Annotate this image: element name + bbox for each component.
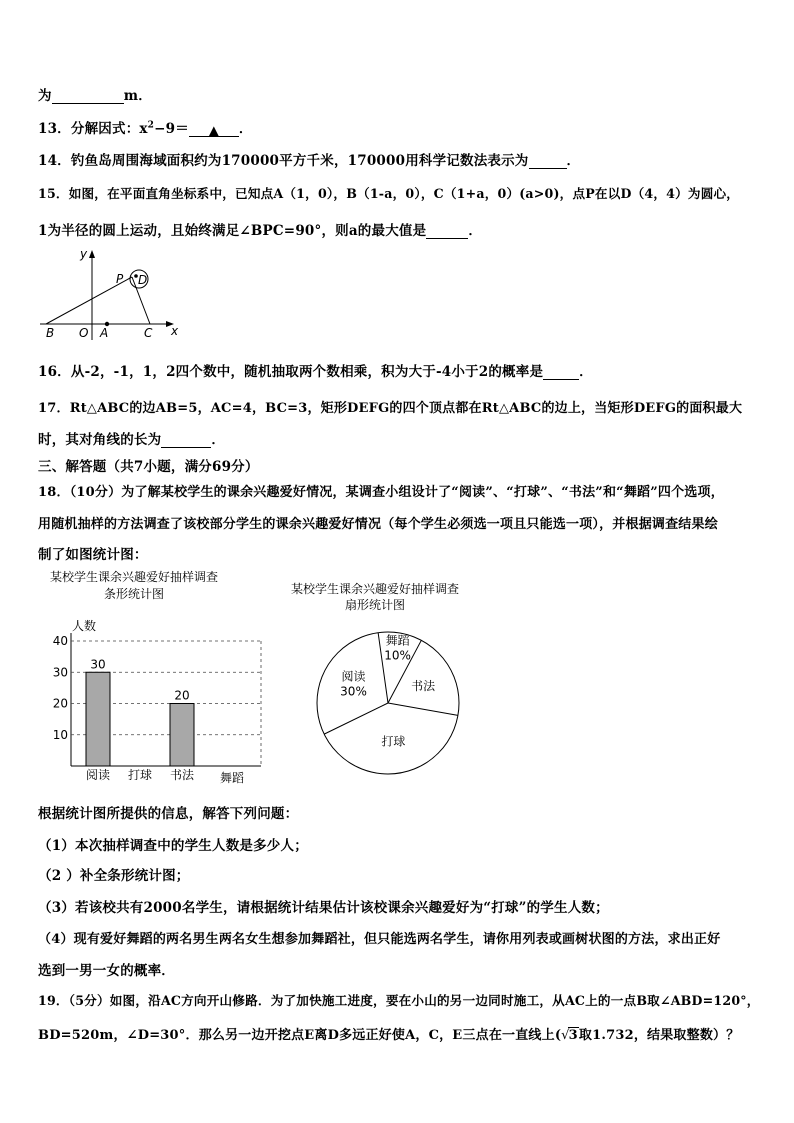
question-19-line1: 19．（5分）如图，沿AC方向开山修路．为了加快施工进度，要在小山的另一边同时施工，从AC上的一点B取∠ABD=120°， bbox=[38, 993, 760, 1008]
label-a: A bbox=[100, 326, 109, 340]
q16-text: 16．从-2，-1，1，2四个数中，随机抽取两个数相乘，积为大于-4小于2的概率是 bbox=[38, 364, 544, 380]
bar-chart bbox=[28, 568, 268, 790]
q17-text: 时，其对角线的长为 bbox=[38, 432, 162, 448]
bar-value-label: 30 bbox=[90, 657, 106, 672]
question-18-line2: 用随机抽样的方法调查了该校部分学生的课余兴趣爱好情况（每个学生必须选一项且只能选一项），并根据调查结果绘 bbox=[38, 517, 718, 532]
q12-tail bbox=[38, 84, 152, 104]
y-axis-arrow-icon bbox=[89, 250, 95, 258]
answer-blank[interactable] bbox=[426, 225, 468, 239]
q15-text: 1为半径的圆上运动，且始终满足∠BPC=90°，则a的最大值是 bbox=[38, 223, 427, 239]
question-18-line3: 制了如图统计图： bbox=[38, 547, 148, 563]
pie-slice-percent: 30% bbox=[340, 684, 367, 699]
label-p: P bbox=[116, 272, 124, 286]
bar bbox=[170, 704, 194, 767]
bar-y-tick-label: 20 bbox=[52, 696, 68, 711]
label-b: B bbox=[46, 326, 55, 340]
bar-category-label: 舞蹈 bbox=[219, 771, 245, 785]
pie-slice-label: 阅读 bbox=[341, 669, 366, 684]
q13-end: ． bbox=[238, 121, 253, 137]
question-18-prompt: 根据统计图所提供的信息，解答下列问题： bbox=[38, 806, 299, 822]
q13-number: 13． bbox=[38, 121, 71, 137]
pie-slice-label: 打球 bbox=[381, 734, 406, 749]
triangle-mark-icon: ▲ bbox=[208, 123, 220, 139]
pie-chart bbox=[270, 576, 480, 788]
bar-chart-subtitle: 条形统计图 bbox=[103, 587, 165, 601]
pie-slice-label: 书法 bbox=[411, 678, 436, 693]
q14-text: 14．钓鱼岛周围海域面积约为170000平方千米，170000用科学记数法表示为 bbox=[38, 153, 529, 169]
question-17-line2 bbox=[38, 428, 225, 448]
bar-y-tick-label: 40 bbox=[52, 634, 68, 648]
question-18-sub4-line2: 选到一男一女的概率． bbox=[38, 963, 175, 979]
q19-text-b: 取1.732，结果取整数）？ bbox=[578, 1028, 740, 1043]
q17-end: ． bbox=[211, 432, 226, 448]
label-c: C bbox=[144, 326, 153, 340]
q15-coordinate-figure bbox=[36, 244, 196, 344]
sqrt-radicand: 3 bbox=[568, 1028, 578, 1043]
question-18-sub1: （1）本次抽样调查中的学生人数是多少人； bbox=[38, 838, 308, 854]
label-o: O bbox=[79, 326, 89, 340]
question-15-line2 bbox=[38, 219, 482, 239]
question-17-line1: 17．Rt△ABC的边AB=5，AC=4，BC=3，矩形DEFG的四个顶点都在Rt△ABC的边上，当矩形DEFG的面积最大 bbox=[38, 401, 743, 416]
section-three-heading: 三、解答题（共7小题，满分69分） bbox=[38, 459, 259, 475]
q13-rest: −9＝ bbox=[154, 121, 189, 137]
bar-chart-y-label: 人数 bbox=[72, 619, 97, 633]
bar-y-tick-label: 10 bbox=[52, 727, 68, 742]
question-15-line1: 15．如图，在平面直角坐标系中，已知点A（1，0），B（1-a，0），C（1+a，0）(a>0)，点P在以D（4，4）为圆心， bbox=[38, 186, 740, 201]
question-14 bbox=[38, 149, 580, 169]
q15-end: ． bbox=[468, 223, 483, 239]
bar-category-label: 打球 bbox=[127, 768, 153, 782]
bar-chart-title: 某校学生课余兴趣爱好抽样调查 bbox=[49, 570, 219, 584]
question-18-sub2: （2 ）补全条形统计图； bbox=[38, 868, 190, 884]
sqrt-icon: √ bbox=[561, 1028, 570, 1043]
question-19-line2 bbox=[38, 1024, 739, 1043]
label-y: y bbox=[80, 247, 88, 261]
pie-slice-label: 舞蹈 bbox=[385, 633, 410, 648]
bar-value-label: 20 bbox=[174, 688, 190, 703]
bar-y-tick-label: 30 bbox=[52, 665, 68, 680]
label-x: x bbox=[171, 324, 179, 338]
pie-chart-subtitle: 扇形统计图 bbox=[344, 598, 406, 612]
q12-prefix: 为 bbox=[38, 88, 52, 104]
question-18-sub3: （3）若该校共有2000名学生，请根据统计结果估计该校课余兴趣爱好为“打球”的学生人数； bbox=[38, 900, 609, 916]
answer-blank[interactable] bbox=[161, 434, 211, 448]
answer-blank[interactable] bbox=[543, 366, 579, 380]
q13-exponent: 2 bbox=[147, 120, 155, 131]
q13-text: 分解因式：x bbox=[70, 121, 148, 137]
question-18-line1: 18．（10分）为了解某校学生的课余兴趣爱好情况，某调查小组设计了“阅读”、“打球”、“书法”和“舞蹈”四个选项， bbox=[38, 485, 724, 500]
answer-blank[interactable] bbox=[529, 155, 567, 169]
answer-blank[interactable] bbox=[189, 123, 239, 137]
answer-blank[interactable] bbox=[52, 90, 124, 104]
bar bbox=[86, 672, 110, 766]
label-d: D bbox=[138, 273, 148, 287]
q19-text-a: BD=520m，∠D=30°．那么另一边开挖点E离D多远正好使A，C，E三点在一直线上( bbox=[38, 1028, 562, 1043]
q14-end: ． bbox=[566, 153, 581, 169]
question-16 bbox=[38, 360, 593, 380]
q12-suffix: m． bbox=[123, 88, 152, 104]
q16-end: ． bbox=[579, 364, 593, 380]
bar-category-label: 阅读 bbox=[85, 768, 111, 782]
question-18-sub4-line1: （4）现有爱好舞蹈的两名男生两名女生想参加舞蹈社，但只能选两名学生，请你用列表或画树状图的方法，求出正好 bbox=[38, 932, 721, 947]
pie-slice-percent: 10% bbox=[384, 648, 411, 663]
bar-category-label: 书法 bbox=[169, 768, 195, 782]
question-13 bbox=[38, 117, 253, 137]
pie-chart-title: 某校学生课余兴趣爱好抽样调查 bbox=[290, 582, 460, 596]
